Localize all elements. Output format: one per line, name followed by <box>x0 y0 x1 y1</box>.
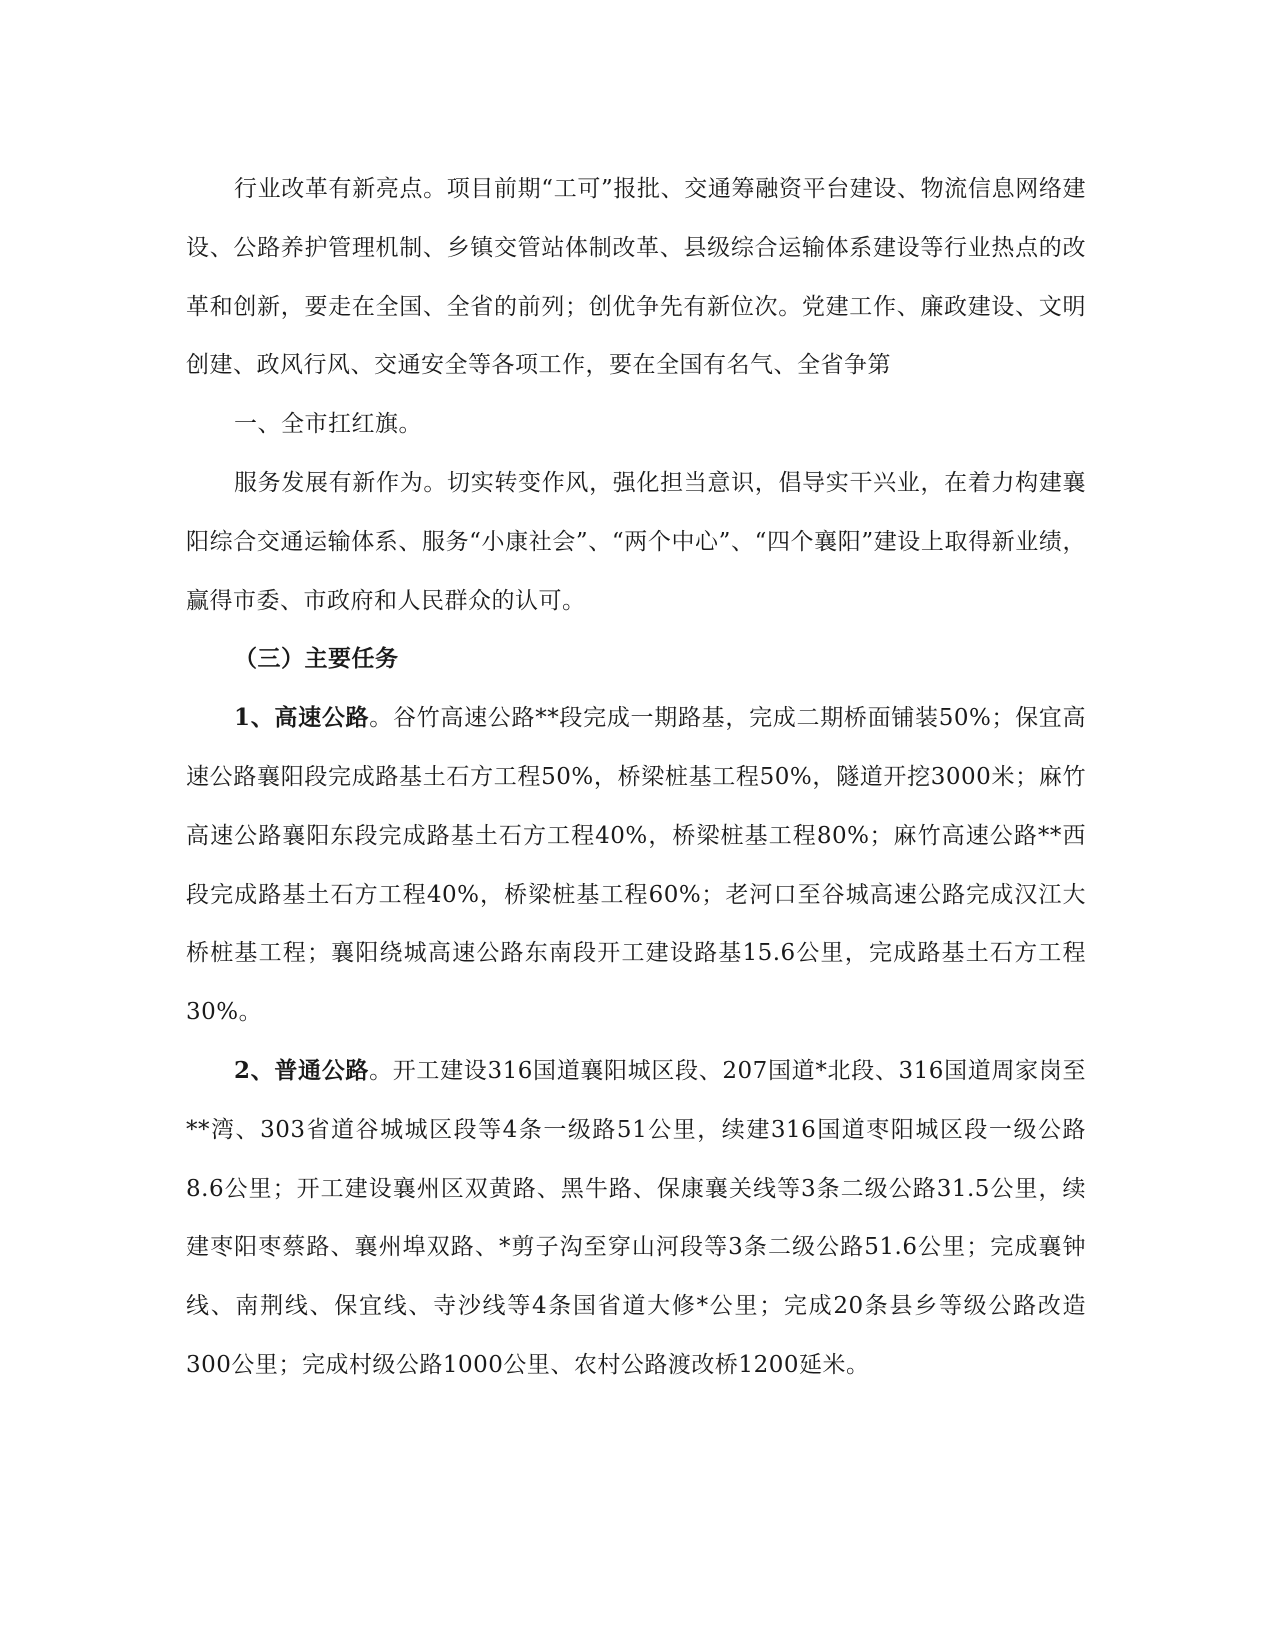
paragraph-reform-highlights <box>186 160 1086 395</box>
paragraph-text: 一、全市扛红旗。 <box>234 411 422 438</box>
paragraph-red-flag <box>186 395 1086 454</box>
paragraph-service-development <box>186 454 1086 630</box>
paragraph-text: 。开工建设316国道襄阳城区段、207国道*北段、316国道周家岗至**湾、303省道谷城城区段等4条一级路51公里，续建316国道枣阳城区段一级公路8.6公里；开工建设襄州区双黄路、黑牛路、保康襄关线等3条二级公路31.5公里，续建枣阳枣蔡路、襄州埠双路、*剪子沟至穿山河段等3条二级公路51.6公里；完成襄钟线、南荆线、保宜线、寺沙线等4条国省道大修*公里；完成20条县乡等级公路改造300公里；完成村级公路1000公里、农村公路渡改桥1200延米。 <box>186 1057 1086 1378</box>
paragraph-text: 服务发展有新作为。切实转变作风，强化担当意识，倡导实干兴业，在着力构建襄阳综合交通运输体系、服务“小康社会”、“两个中心”、“四个襄阳”建设上取得新业绩，赢得市委、市政府和人民群众的认可。 <box>186 469 1086 614</box>
section-heading-main-tasks <box>186 630 1086 689</box>
heading-text: （三）主要任务 <box>234 645 399 673</box>
paragraph-text: 行业改革有新亮点。项目前期“工可”报批、交通筹融资平台建设、物流信息网络建设、公路养护管理机制、乡镇交管站体制改革、县级综合运输体系建设等行业热点的改革和创新，要走在全国、全省的前列；创优争先有新位次。党建工作、廉政建设、文明创建、政风行风、交通安全等各项工作，要在全国有名气、全省争第 <box>186 176 1086 379</box>
paragraph-lead-title: 1、高速公路 <box>234 704 370 732</box>
paragraph-ordinary-highway <box>186 1042 1086 1395</box>
paragraph-lead-title: 2、普通公路 <box>234 1056 370 1084</box>
paragraph-text: 。谷竹高速公路**段完成一期路基，完成二期桥面铺装50%；保宜高速公路襄阳段完成路基土石方工程50%，桥梁桩基工程50%，隧道开挖3000米；麻竹高速公路襄阳东段完成路基土石方工程40%，桥梁桩基工程80%；麻竹高速公路**西段完成路基土石方工程40%，桥梁桩基工程60%；老河口至谷城高速公路完成汉江大桥桩基工程；襄阳绕城高速公路东南段开工建设路基15.6公里，完成路基土石方工程30%。 <box>186 705 1086 1026</box>
paragraph-expressway <box>186 689 1086 1042</box>
document-page <box>186 160 1086 1395</box>
